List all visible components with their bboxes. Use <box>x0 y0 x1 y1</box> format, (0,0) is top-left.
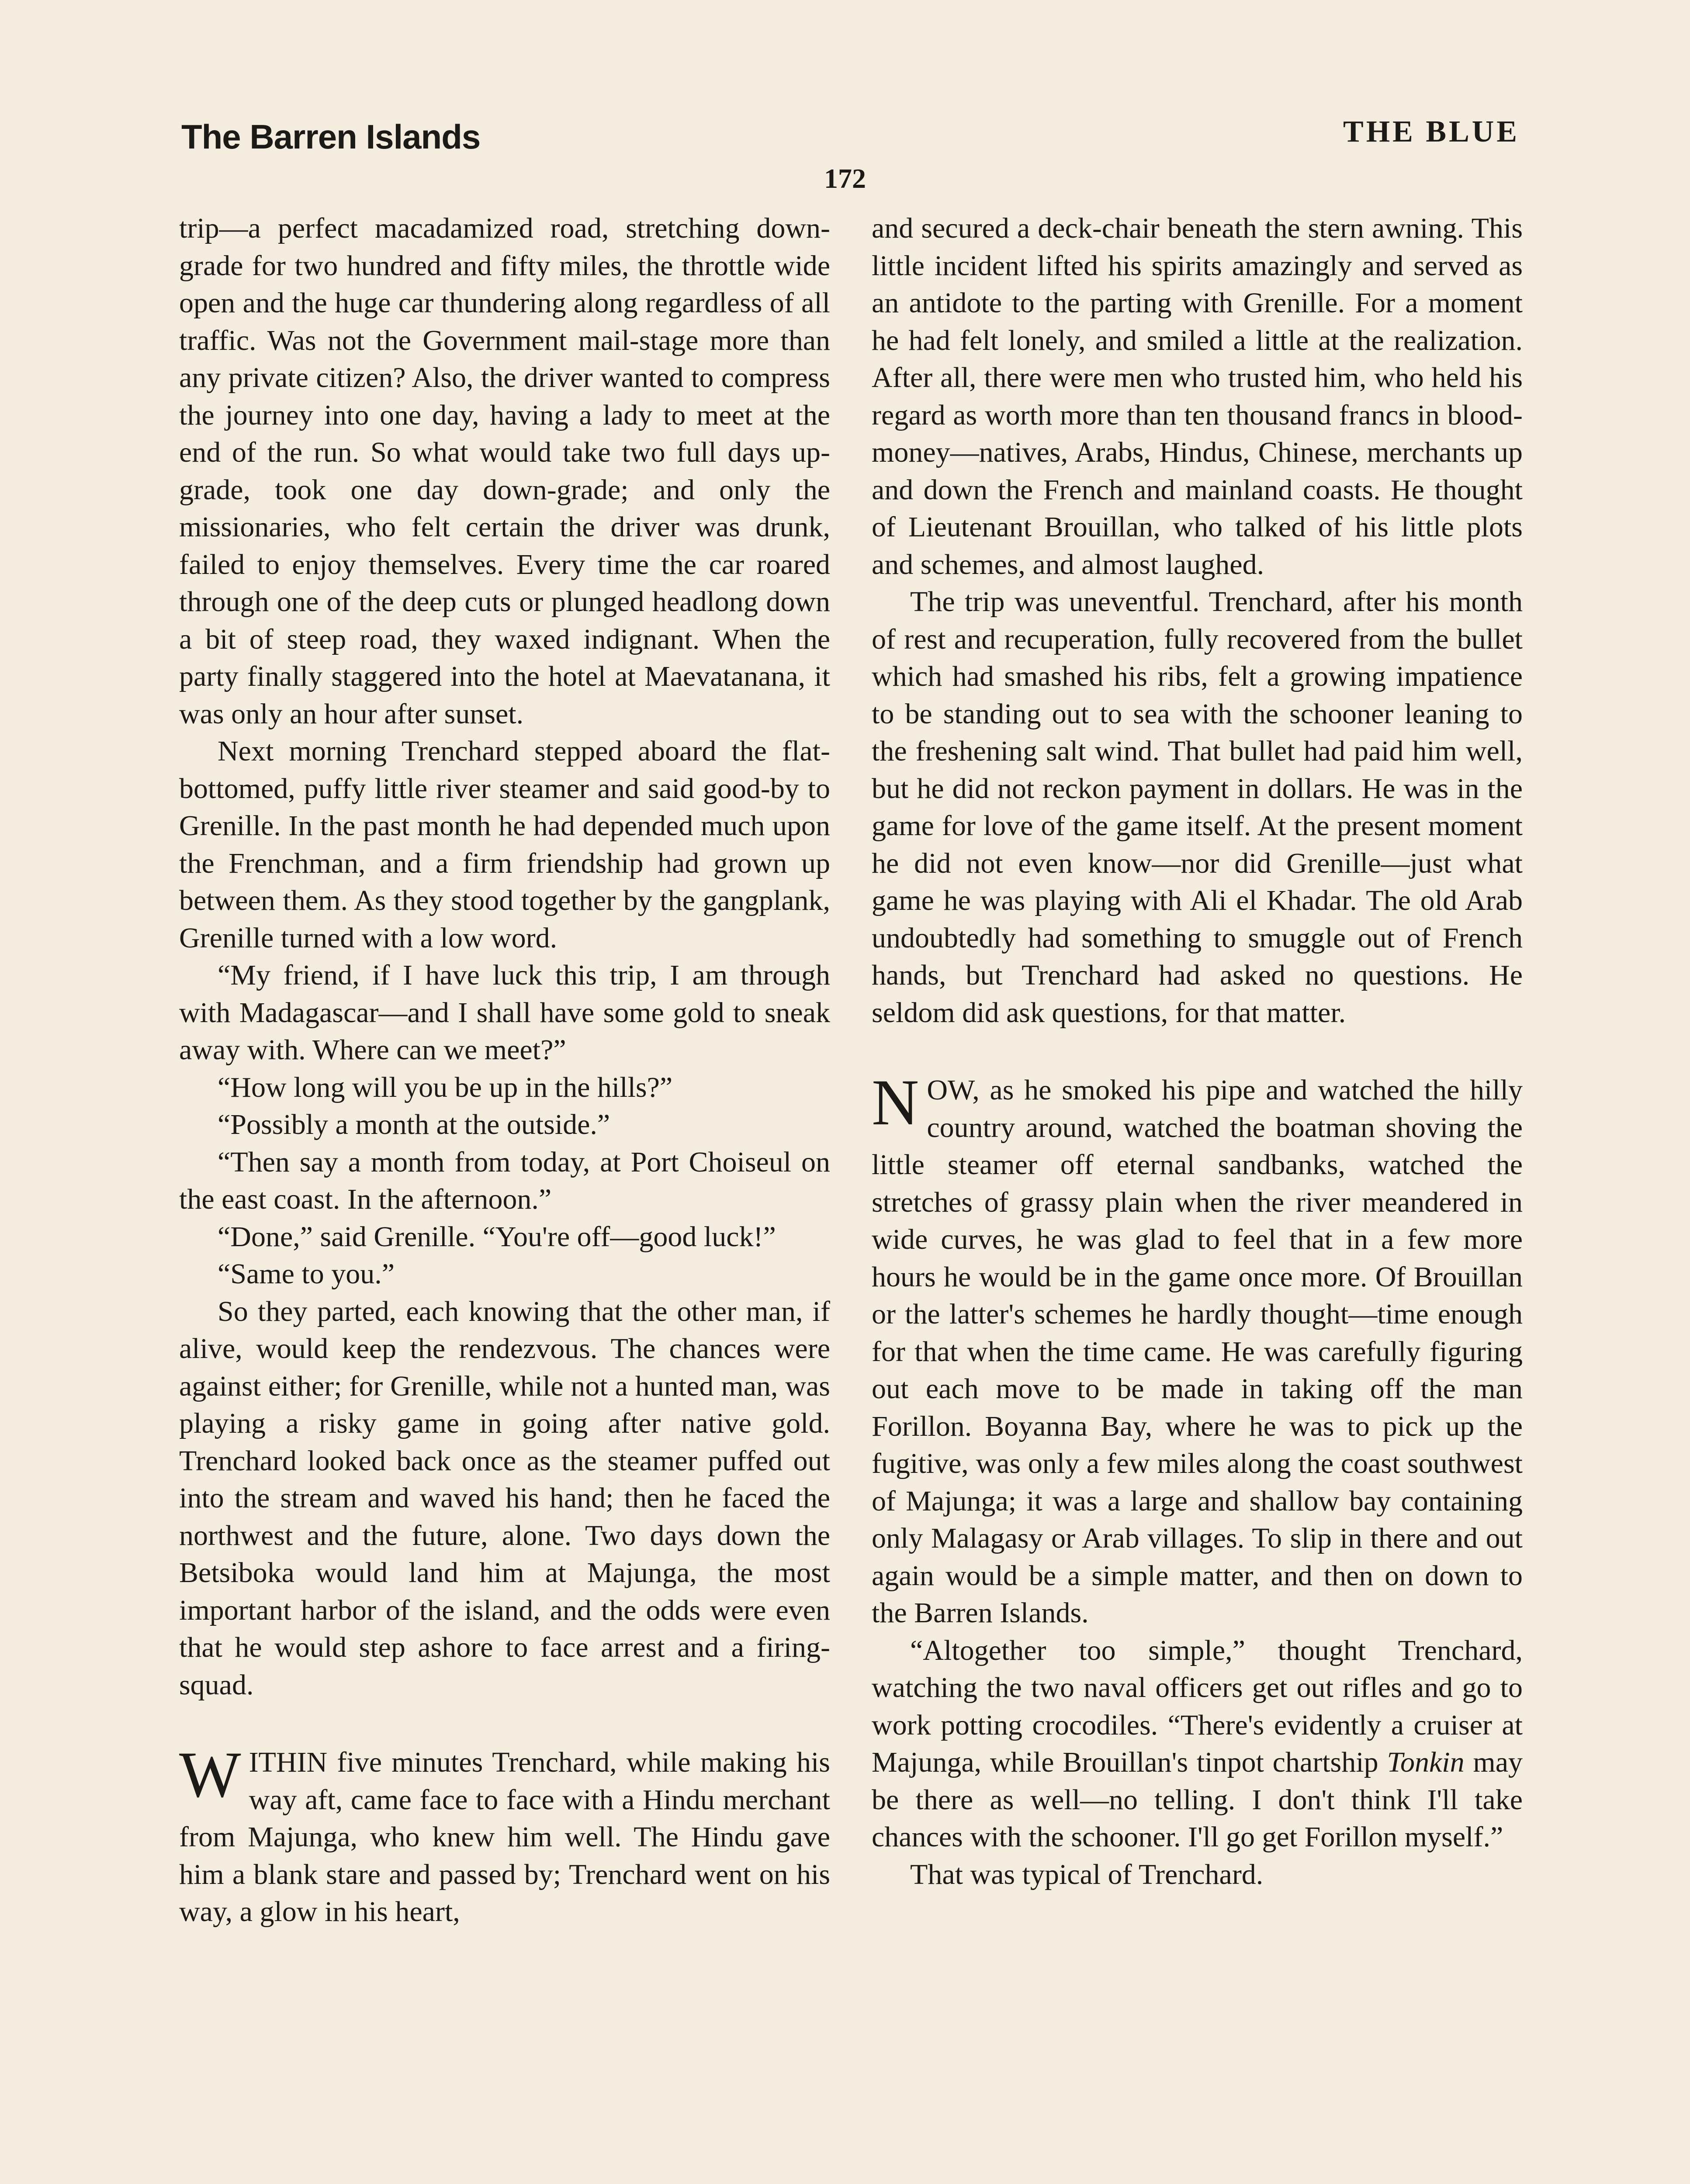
drop-cap: N <box>872 1066 919 1139</box>
left-text-column <box>179 210 830 1931</box>
page-number: 172 <box>824 163 866 194</box>
paragraph: and secured a deck-chair beneath the stern awning. This little incident lifted his spirits amazingly and served as an antidote to the parting with Grenille. For a moment he had felt lonely, and smiled a little at the realization. After all, there were men who trusted him, who held his regard as worth more than ten thousand francs in blood-money—natives, Arabs, Hindus, Chinese, merchants up and down the French and mainland coasts. He thought of Lieutenant Brouillan, who talked of his little plots and schemes, and almost laughed. <box>872 212 1523 581</box>
section-paragraph <box>179 1738 830 1931</box>
paragraph: “Done,” said Grenille. “You're off—good luck!” <box>218 1220 776 1253</box>
right-text-column <box>872 210 1523 1893</box>
magazine-title-header: THE BLUE <box>1343 115 1520 149</box>
ship-name: Tonkin <box>1387 1746 1465 1778</box>
paragraph-text: “Altogether too simple,” thought Trenchard, watching the two naval officers get out rifles and go to work potting crocodiles. “There's evidently a cruiser at Majunga, while Brouillan's tinpot chartship <box>872 1634 1523 1778</box>
section-paragraph <box>872 1066 1523 1632</box>
paragraph: trip—a perfect macadamized road, stretching down-grade for two hundred and fifty miles, the throttle wide open and the huge car thundering along regardless of all traffic. Was not the Government mail-stage more than any private citizen? Also, the driver wanted to compress the journey into one day, having a lady to meet at the end of the run. So what would take two full days up-grade, took one day down-grade; and only the missionaries, who felt certain the driver was drunk, failed to enjoy themselves. Every time the car roared through one of the deep cuts or plunged headlong down a bit of steep road, they waxed indignant. When the party finally staggered into the hotel at Maevatanana, it was only an hour after sunset. <box>179 212 830 730</box>
paragraph: “Same to you.” <box>218 1258 395 1290</box>
paragraph: “Then say a month from today, at Port Choiseul on the east coast. In the afternoon.” <box>179 1146 830 1215</box>
paragraph-text: ITHIN five minutes Trenchard, while making his way aft, came face to face with a Hindu merchant from Majunga, who knew him well. The Hindu gave him a blank stare and passed by; Trenchard went on his way, a glow in his heart, <box>179 1746 830 1928</box>
paragraph: So they parted, each knowing that the other man, if alive, would keep the rendezvous. The chances were against either; for Grenille, while not a hunted man, was playing a risky game in going after native gold. Trenchard looked back once as the steamer puffed out into the stream and waved his hand; then he faced the northwest and the future, alone. Two days down the Betsiboka would land him at Majunga, the most important harbor of the island, and the odds were even that he would step ashore to face arrest and a firing-squad. <box>179 1295 830 1701</box>
paragraph: “My friend, if I have luck this trip, I am through with Madagascar—and I shall have some gold to sneak away with. Where can we meet?” <box>179 959 830 1066</box>
paragraph <box>872 1632 1523 1856</box>
paragraph-text: OW, as he smoked his pipe and watched the hilly country around, watched the boatman shoving the little steamer off eternal sandbanks, watched the stretches of grassy plain when the river meandered in wide curves, he was glad to feel that in a few more hours he would be in the game once more. Of Brouillan or the latter's schemes he hardly thought—time enough for that when the time came. He was carefully figuring out each move to be made in taking off the man Forillon. Boyanna Bay, where he was to pick up the fugitive, was only a few miles along the coast southwest of Majunga; it was a large and shallow bay containing only Malagasy or Arab villages. To slip in there and out again would be a simple matter, and then on down to the Barren Islands. <box>872 1074 1523 1629</box>
paragraph: “Possibly a month at the outside.” <box>218 1109 610 1140</box>
paragraph: That was typical of Trenchard. <box>910 1858 1264 1890</box>
drop-cap: W <box>179 1738 241 1811</box>
paragraph: “How long will you be up in the hills?” <box>218 1071 673 1103</box>
story-title-header: The Barren Islands <box>181 117 481 156</box>
paragraph: Next morning Trenchard stepped aboard the flat-bottomed, puffy little river steamer and said good-by to Grenille. In the past month he had depended much upon the Frenchman, and a firm friendship had grown up between them. As they stood together by the gangplank, Grenille turned with a low word. <box>179 735 830 954</box>
paragraph-text: may be there as well—no telling. I don't think I'll take chances with the schooner. I'll go get Forillon myself.” <box>872 1746 1523 1853</box>
paragraph: The trip was uneventful. Trenchard, after his month of rest and recuperation, fully recovered from the bullet which had smashed his ribs, felt a growing impatience to be standing out to sea with the schooner leaning to the freshening salt wind. That bullet had paid him well, but he did not reckon payment in dollars. He was in the game for love of the game itself. At the present moment he did not even know—nor did Grenille—just what game he was playing with Ali el Khadar. The old Arab undoubtedly had something to smuggle out of French hands, but Trenchard had asked no questions. He seldom did ask questions, for that matter. <box>872 586 1523 1029</box>
